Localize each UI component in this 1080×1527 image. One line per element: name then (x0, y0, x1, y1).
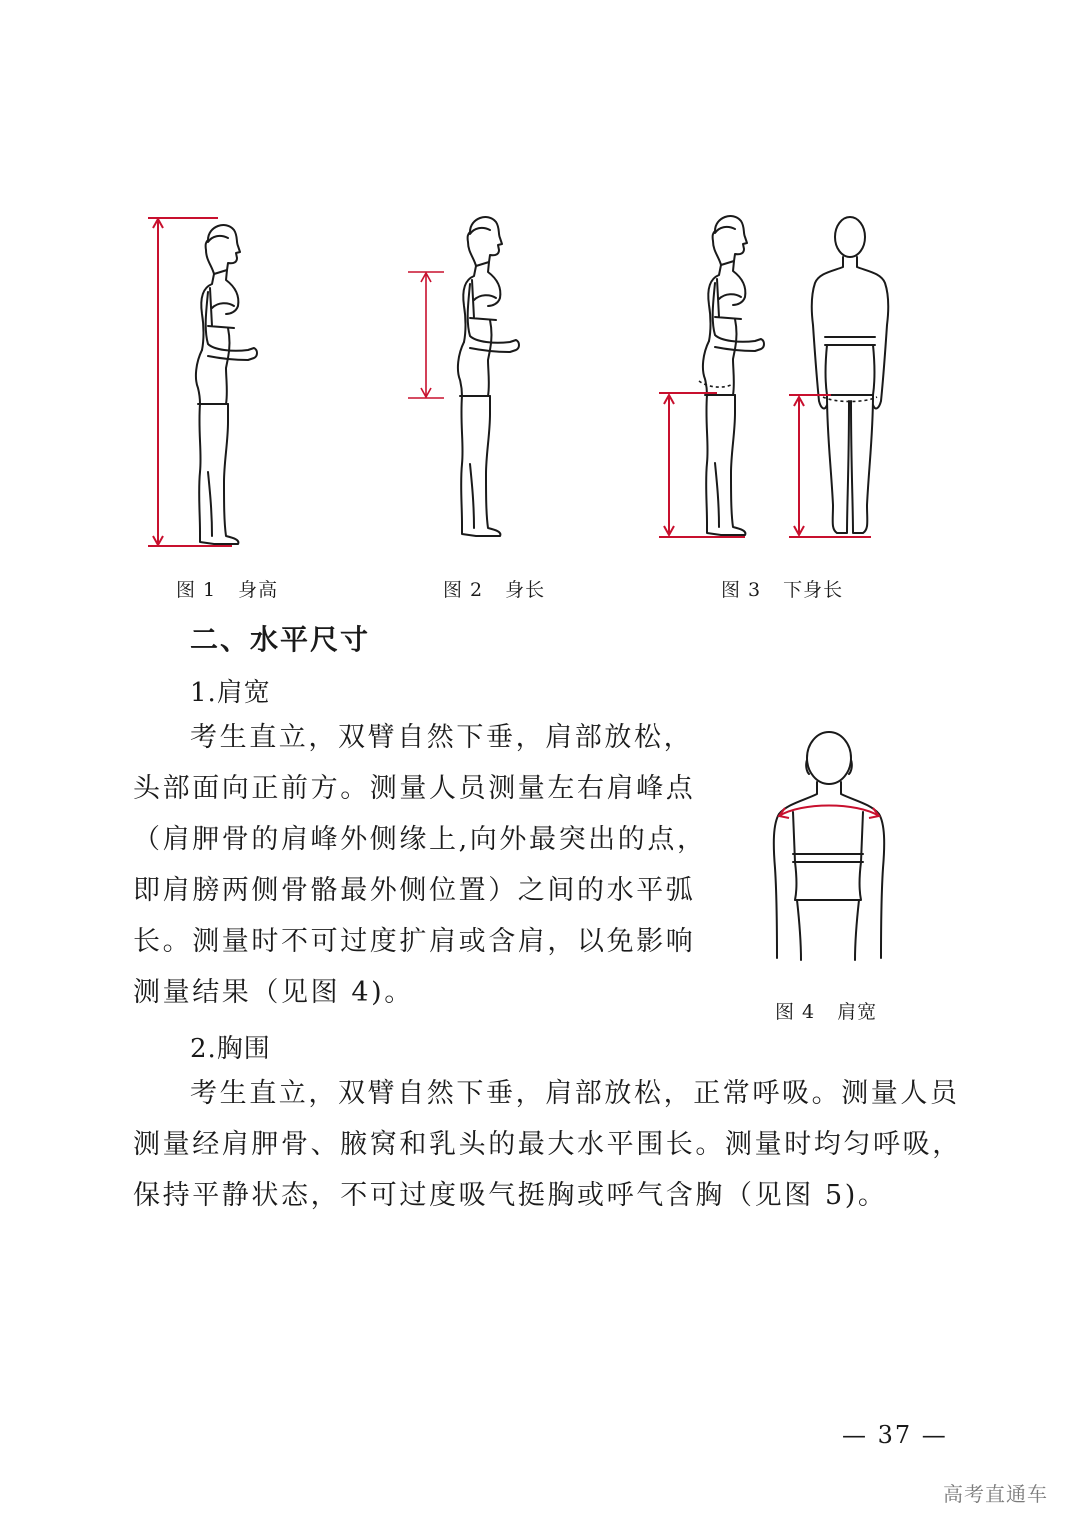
paragraph-line: 考生直立，双臂自然下垂，肩部放松，正常呼吸。测量人员 (190, 1078, 960, 1109)
item-2-paragraph (133, 1068, 962, 1221)
paragraph-line: 测量经肩胛骨、腋窝和乳头的最大水平围长。测量时均匀呼吸， (133, 1129, 962, 1160)
paragraph-line: 头部面向正前方。测量人员测量左右肩峰点 (133, 773, 696, 804)
item-1-paragraph (133, 712, 707, 1018)
paragraph-line: （肩胛骨的肩峰外侧缘上,向外最突出的点， (133, 824, 707, 855)
paragraph-line: 即肩膀两侧骨骼最外侧位置）之间的水平弧 (133, 875, 696, 906)
back-view-figure (812, 217, 889, 533)
figure-1-height (140, 210, 270, 555)
paragraph-line: 考生直立，双臂自然下垂，肩部放松， (190, 722, 694, 753)
figure-4-caption: 图 4 肩宽 (775, 1001, 878, 1023)
head-back (807, 732, 851, 784)
figure-1-caption: 图 1 身高 (176, 579, 279, 601)
watermark: 高考直通车 (943, 1482, 1048, 1506)
figure-3-lower-body-length (655, 205, 895, 550)
item-1-heading: 1.肩宽 (190, 678, 271, 708)
figure-3-caption: 图 3 下身长 (721, 579, 844, 601)
figure-2-body-length (400, 210, 530, 555)
item-2-heading: 2.胸围 (190, 1034, 271, 1064)
page-number: — 37 — (842, 1421, 948, 1449)
paragraph-line: 长。测量时不可过度扩肩或含肩，以免影响 (133, 926, 696, 957)
paragraph-line: 保持平静状态，不可过度吸气挺胸或呼气含胸（见图 5)。 (133, 1180, 888, 1211)
figure-4-shoulder-width (765, 728, 895, 963)
section-heading: 二、水平尺寸 (190, 623, 371, 656)
paragraph-line: 测量结果（见图 4)。 (133, 977, 414, 1008)
figure-2-caption: 图 2 身长 (443, 579, 546, 601)
